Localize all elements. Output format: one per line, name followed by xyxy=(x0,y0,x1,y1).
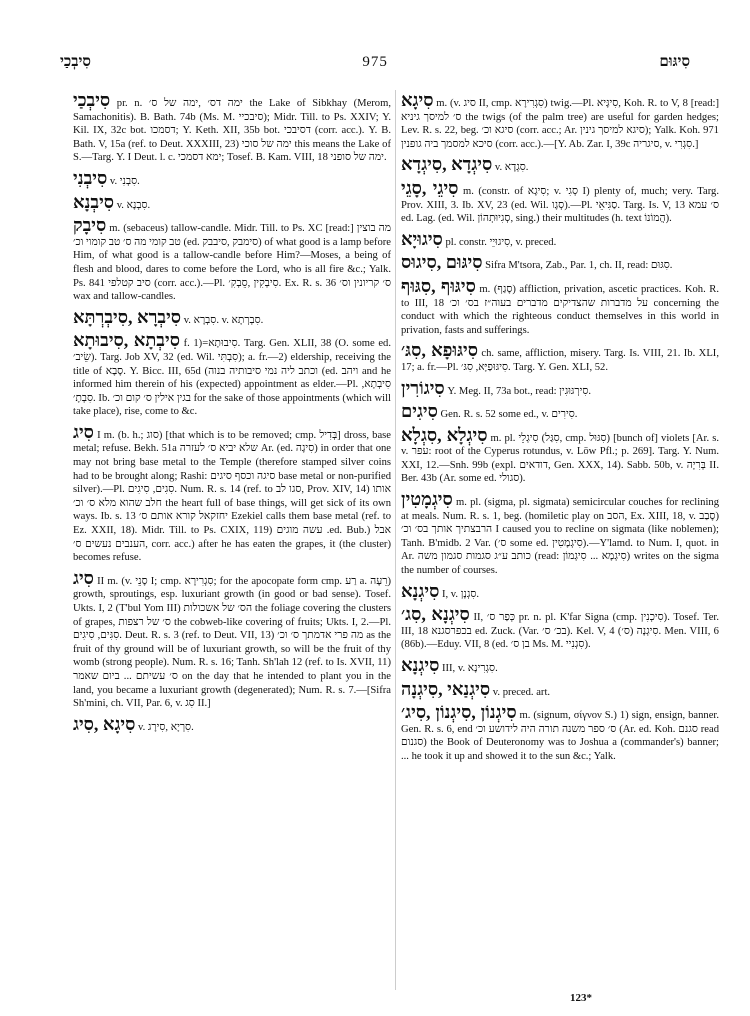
dictionary-entry xyxy=(73,422,391,565)
entry-headword: סִיגָא xyxy=(401,90,434,110)
dictionary-entry xyxy=(73,192,391,213)
entry-headword: סִיבְתָא ,סִיבוּתָא xyxy=(73,330,180,351)
dictionary-entry xyxy=(401,489,719,578)
entry-headword: סִיג xyxy=(73,567,94,588)
dictionary-entry xyxy=(73,168,391,189)
entry-text: II m. (v. סָנֵי I; cmp. סִגְרִירָא; for the apocopate form cmp. רַע a. רֵעָה) growth, sproutings, esp. luxuriant growth (in good or bad sense). Tosef. Ukts. I, 2 (T'bul Yom III) הס׳ של אשכולות the foliage covering the clusters of grapes, ס׳ של רצפות the cobweb-like covering of fruits; Ukts. I, 2.—Pl. סִגִּים, סִיגִים. Deut. R. s. 3 (ref. to Deut. VII, 13) מה פרי אדמתך ס׳ וכ׳ as the fruit of thy ground will be of luxuriant growth, so will be the fruit of thy womb (strong people). Num. R. s. 16; Tanh. Sh'lah 12 (ref. to Is. XVII, 11) ס׳ עשיתם ... ביום שאמר on the day that he intended to plant you in the land, you became a luxuriant growth (degenerated); Num. R. s. 7.—[Sifra Sh'mini, ch. VII, Par. 6, v. סִג II.] xyxy=(73,575,391,710)
entry-headword: סִיגוֹרִין xyxy=(401,377,445,398)
entry-text: m. (סָגַף) affliction, privation, ascetic practices. Koh. R. to III, 18 על מדברות שהצדיקים מדברים בעוה״ז בס׳ וכ׳ concerning the conduct with which the righteous conduct themselves in this world in privation, fasts and sufferings. xyxy=(401,283,719,336)
entry-text: m. (signum, σίγνον S.) 1) sign, ensign, banner. Gen. R. s. 6, end ס׳ ספר משנה תורה היה לידושע וכ׳ (Ar. ed. Koh. סגנם read סגנום) the Book of Deuteronomy was to Joshua a (commander's) banner; ... he took it up and showed it to the sun &c.; Yalk. xyxy=(401,710,719,762)
entry-text: v. סִבְנִי. xyxy=(109,175,140,187)
entry-headword: סִיגִים xyxy=(401,401,438,422)
entry-headword: סִיגְנָא xyxy=(401,655,440,675)
dictionary-entry xyxy=(401,154,719,175)
entry-text: m. (constr. of סִיגָא; v. סְגִי I) plenty of, much; very. Targ. Prov. XIII, 3. Ib. XV, 23 (ed. Wil. סְגָו).—Pl. סַגִּיאֵי. Targ. Is. V, 13 ס׳ עמא ed. Lag. (ed. Wil. סְגִיוּתְהוֹן, sing.) their multitudes (h. text הֲמוֹנוֹ). xyxy=(401,185,719,225)
entry-text: v. סִבְרָא. v. סִבְרְתָא. xyxy=(183,314,264,326)
entry-headword: סִיגּוּפָא ,סִגּ׳ xyxy=(401,340,478,361)
entry-headword: סִיבְנָא xyxy=(73,191,115,212)
dictionary-entry xyxy=(401,581,719,602)
entry-text: f. 1)=סִיבוּתָא. Targ. Gen. XLII, 38 (O. some ed. שֵׂיב׳). Targ. Job XV, 32 (ed. Wil. סִבְתִּי); a. fr.—2) eldership, receiving the title of סָבָא. Y. Bicc. III, 65d (וכתב ליה נמי סיבותיה בנוה (ed. ויהב and he informed him therein of his (expected) appointment as elder.—Pl. סִיבְתָא, סִבְתָ׳. Ib. בגין אילין ס׳ קום וכ׳ for the sake of those appointments (which will take place), rise, come to &c. xyxy=(73,338,391,418)
page-number: 975 xyxy=(362,53,388,70)
entry-text: v. סִבְנָא. xyxy=(116,199,151,211)
entry-text: pl. constr. סִיגוּיֵי, v. preced. xyxy=(445,236,557,248)
entry-headword: סִיגְנוֹן ,סִיגְנוֹן ,סִיג׳ xyxy=(401,702,517,723)
dictionary-entry xyxy=(73,215,391,304)
entry-text: m. pl. סִיגְלֵי (סִגַּל, cmp. סִגּוּל) [bunch of] violets [Ar. s. v. עפר: root of the Cyperus rotundus, v. Löw Pfl.; p. 269]. Targ. Y. Num. XXI, 12.—Snh. 99b (expl. דודאים, Gen. XXX, 14). Sabb. 50b, v. בְּרִיָה II. Ber. 43b (Ar. some ed. סגולי). xyxy=(401,432,719,485)
entry-headword: סִיגְנָא xyxy=(401,580,440,601)
dictionary-entry xyxy=(401,679,719,700)
running-head xyxy=(60,50,690,74)
dictionary-entry xyxy=(401,276,719,337)
entry-text: v. סִרְיָא ,סִירָג. xyxy=(138,721,194,733)
entry-text: m. (v. סיג II, cmp. סִגְרִירָא) twig.—Pl. סִיגָּיא, Koh. R. to V, 8 [read:] ס׳ למיסך גיניא the twigs (of the palm tree) are useful for garden hedges; Lev. R. s. 22, beg. סיגא וכ׳ (corr. acc.; Ar. סיגא למיסך גינין); Yalk. Koh. 971 סיכא למסמך ביה גופנין (corr. acc.).—[Y. Ab. Zar. I, 39c סיגריה, v. סִגְרִי.] xyxy=(401,98,719,150)
entry-text: ch. same, affliction, misery. Targ. Is. VIII, 21. Ib. XLI, 17; a. fr.—Pl. סִיגּוּפַיָּא, סִגּ׳. Targ. Y. Gen. XLI, 52. xyxy=(401,348,719,373)
entry-headword: סִיג xyxy=(73,421,94,442)
entry-text: I, v. סִגְנָן. xyxy=(441,588,480,600)
dictionary-entry xyxy=(73,307,391,328)
entry-text: II, כְּפַר ס׳ pr. n. pl. K'far Signa (cmp. סִיכְנִין). Tosef. Ter. III, 18 בכפרסגנא ed. Zuck. (Var. בכ׳ ס׳). Kel. V, 4 סִיגְנָה (ס׳). Men. VIII, 6 (86b).—Eduy. VII, 8 (ed. בן ס׳ Ms. M. סִגְנִיי). xyxy=(401,612,719,651)
entry-text: Y. Meg. II, 73a bot., read: סִירְגּוּגִין. xyxy=(447,385,592,397)
dictionary-entry xyxy=(401,229,719,250)
left-column xyxy=(73,90,391,990)
right-column xyxy=(401,90,719,990)
entry-text: v. preced. art. xyxy=(492,686,551,698)
dictionary-entry xyxy=(401,702,719,763)
entry-headword: סִיגּוּף ,סִגּוּף xyxy=(401,275,476,296)
dictionary-entry xyxy=(73,568,391,711)
dictionary-entry xyxy=(401,252,719,273)
dictionary-entry xyxy=(401,401,719,422)
entry-text: Gen. R. s. 52 some ed., v. סִירִים. xyxy=(440,409,578,421)
entry-headword: סִיבָק xyxy=(73,215,107,236)
entry-headword: סִיבְכַי xyxy=(73,90,111,110)
entry-headword: סִיגְדָא ,סִיגְדָא xyxy=(401,154,493,175)
entry-headword: סִיגּוּם ,סִיגוּס xyxy=(401,252,483,273)
entry-text: v. סִגְדָא. xyxy=(494,162,529,174)
entry-headword: סִיגְלָא ,סִגְלָא xyxy=(401,424,488,445)
dictionary-entry xyxy=(401,425,719,486)
entry-headword: סִיגְנַאי ,סִיגְנָה xyxy=(401,678,491,699)
entry-headword: סִיגֵי ,סָגֵי xyxy=(401,177,459,198)
entry-headword: סִיבְרָא ,סִיבְרְתָּא xyxy=(73,306,182,327)
signature-mark: 123* xyxy=(570,992,592,1004)
running-headword-right: סִיגּוּם xyxy=(659,53,690,70)
entry-text: pr. n. ימה דס׳ ,ימה של ס׳ the Lake of Sibkhay (Merom, Samachonitis). B. Bath. 74b (Ms. M. סיבכיי); Midr. Till. to Ps. XXIV; Y. Kil. IX, 32c bot. דסמכו; Y. Keth. XII, 35b bot. דסיבכי (corr. acc.). Y. B. Bath. V, 15a (ref. to Deut. XXXIII, 23) ימה של סוכי this means the Lake of S.—Targ. Y. I Deut. l. c. ימא דסמכי; Tosef. B. Kam. VIII, 18 ימה של סופני. xyxy=(73,98,391,164)
dictionary-entry xyxy=(401,340,719,374)
entry-text: III, v. סִגְרִינָא. xyxy=(441,663,498,674)
dictionary-entry xyxy=(73,90,391,165)
entry-headword: סִיגְנָא ,סִג׳ xyxy=(401,604,470,625)
dictionary-entry xyxy=(401,604,719,652)
entry-headword: סִיגוּיָא xyxy=(401,228,443,249)
dictionary-entry xyxy=(401,655,719,676)
entry-headword: סִיבְנִי xyxy=(73,167,108,188)
dictionary-entry xyxy=(73,714,391,735)
entry-text: m. (sebaceus) tallow-candle. Midr. Till. to Ps. XC [read:] מה בוצין טב קומי מה ס׳ טב קומוי וכ׳ (ed. סימבק ,סיבבק) of what good is a lamp before Him, of what good is a tallow-candle before Him?—Moses, a being of flesh and blood, dares to come before the Lord, who is all fire &c.; Yalk. Ps. 841 סיב קטלפי (corr. acc.).—Pl. סִיבְקִין ,סֵבְקִ׳. Ex. R. s. 36 ס׳ קריונין וס׳ wax and tallow-candles. xyxy=(73,223,391,303)
entry-headword: סִיגְמָטִין xyxy=(401,489,453,510)
entry-text: m. pl. (sigma, pl. sigmata) semicircular couches for reclining at meals. Num. R. s. 1, beg. (homiletic play on הסב, Ex. XIII, 18, v. סָבַב) הרבצתיך אותך בס׳ וכ׳ I caused you to recline on sigmata (like noblemen); Tanh. B'midb. 2 Var. (ס׳ some ed. סִיגְמָטִין).—Y'lamd. to Num. I, quot. in Ar. כותב ע״ג סגמות סגמון משה (read: סִיגְמָא ... סִיגְמוֹן) writes on the sigma the number of courses. xyxy=(401,497,719,577)
dictionary-entry xyxy=(73,330,391,419)
running-headword-left: סִיבְכַי xyxy=(60,53,91,70)
entry-text: Sifra M'tsora, Zab., Par. 1, ch. II, read: סִגּוּם. xyxy=(485,260,673,272)
dictionary-entry xyxy=(401,178,719,226)
dictionary-entry xyxy=(401,378,719,399)
column-divider xyxy=(395,90,396,990)
entry-headword: סִיגָא ,סִיג xyxy=(73,713,136,734)
entry-text: I m. (b. h.; סוג) [that which is to be removed; cmp. בְּדִיל] dross, base metal; refuse. Bekh. 51a שלא יביא ס׳ לעזרה Ar. (ed. סִיגָה) in order that one may not bring base metal to the Temple (therefore stamped silver coins had to be brought along; Rashi: סיגה וכסף סיגים base metal or non-purified silver).—Pl. סִגִים, סִיגִים. Num. R. s. 14 (ref. to סגו לב, Prov. XIV, 14) אותו חלב שהוא מלא ס׳ וכ׳ the heart full of base things, will get sick of its own ways. Ib. s. 13 יחזקאל קורא אותם ס׳ Ezekiel calls them base metal (ref. to Ez. XXII, 18). Midr. Till. to Ps. CXIX, 119) עשה מוגים .ed. Bub.) אבל הענבים נעשים ס׳, corr. acc.) after he has eaten the grapes, it (the cluster) becomes refuse. xyxy=(73,429,391,564)
dictionary-entry xyxy=(401,90,719,151)
